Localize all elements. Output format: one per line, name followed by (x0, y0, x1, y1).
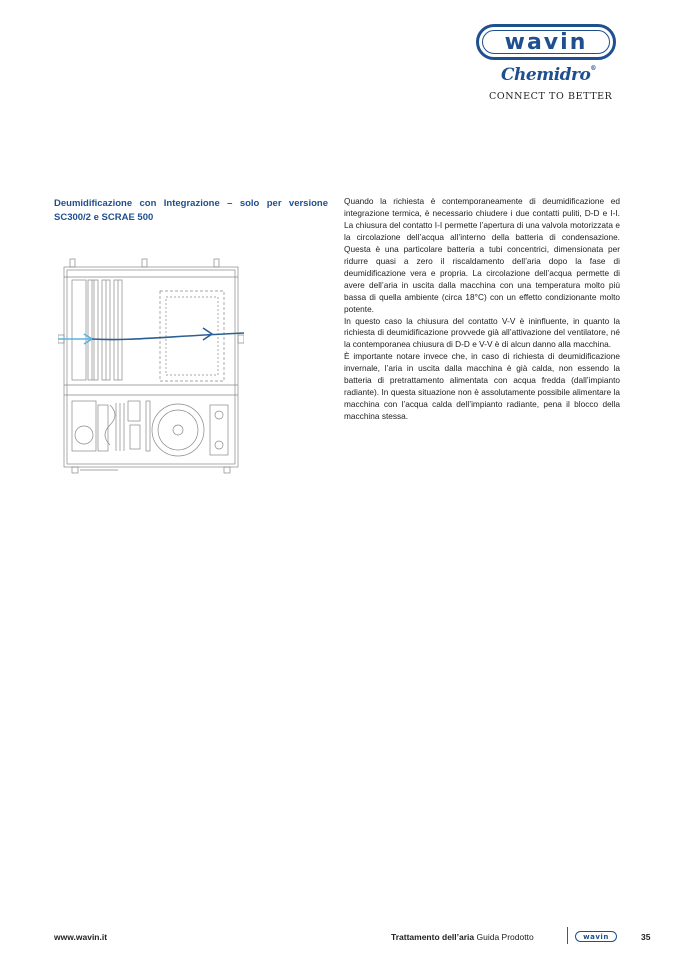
section-heading: Deumidificazione con Integrazione – solo per versione SC300/2 e SCRAE 500 (54, 198, 328, 223)
wavin-logo-text: wavin (504, 29, 588, 55)
wavin-logo (476, 24, 616, 60)
page-number: 35 (641, 932, 651, 942)
airflow-outlet-arrow (92, 333, 244, 340)
footer-divider (567, 927, 568, 944)
brand-logo (472, 22, 618, 104)
footer-wavin-logo: wavin (575, 931, 617, 942)
body-paragraph: In questo caso la chiusura del contatto V-V è ininfluente, in quanto la richiesta di deumidificazione provvede già all’attivazione del ventilatore, né la contemporanea chiusura di D-D e V-V è di alcun danno alla macchina. (344, 315, 620, 350)
body-paragraph: Quando la richiesta è contemporaneamente di deumidificazione ed integrazione termica, è necessario chiudere i due contatti puliti, D-D e I-I. La chiusura del contatto I-I permette l’apertura di una valvola motorizzata e la circolazione dell’acqua all’interno della batteria di condensazione. Questa è una particolare batteria a tubi concentrici, dimensionata per ridurre quasi a zero il riscaldamento dell’aria dopo la fase di deumidificazione vera e propria. La circolazione dell’acqua permette di avere dell’aria in uscita dalla macchina con una temperatura molto più bassa di quella ambiente (circa 18°C) con un effetto condizionante molto potente. (344, 196, 620, 314)
body-paragraph: È importante notare invece che, in caso di richiesta di deumidificazione invernale, l’aria in uscita dalla macchina è già calda, non essendo la batteria di pretrattamento alimentata con acqua fredda (dall’impianto radiante). In questa situazione non è assolutamente possibile alimentare la macchina con l’acqua calda dell’impianto radiante, pena il blocco della macchina stessa. (344, 351, 620, 422)
brand-tagline: CONNECT TO BETTER (489, 91, 613, 102)
footer-section-title: Trattamento dell’aria Guida Prodotto (391, 932, 534, 942)
body-text (344, 196, 620, 423)
chemidro-logo: Chemidro® (501, 65, 596, 85)
unit-technical-drawing (58, 255, 244, 485)
footer-url[interactable]: www.wavin.it (54, 932, 108, 942)
